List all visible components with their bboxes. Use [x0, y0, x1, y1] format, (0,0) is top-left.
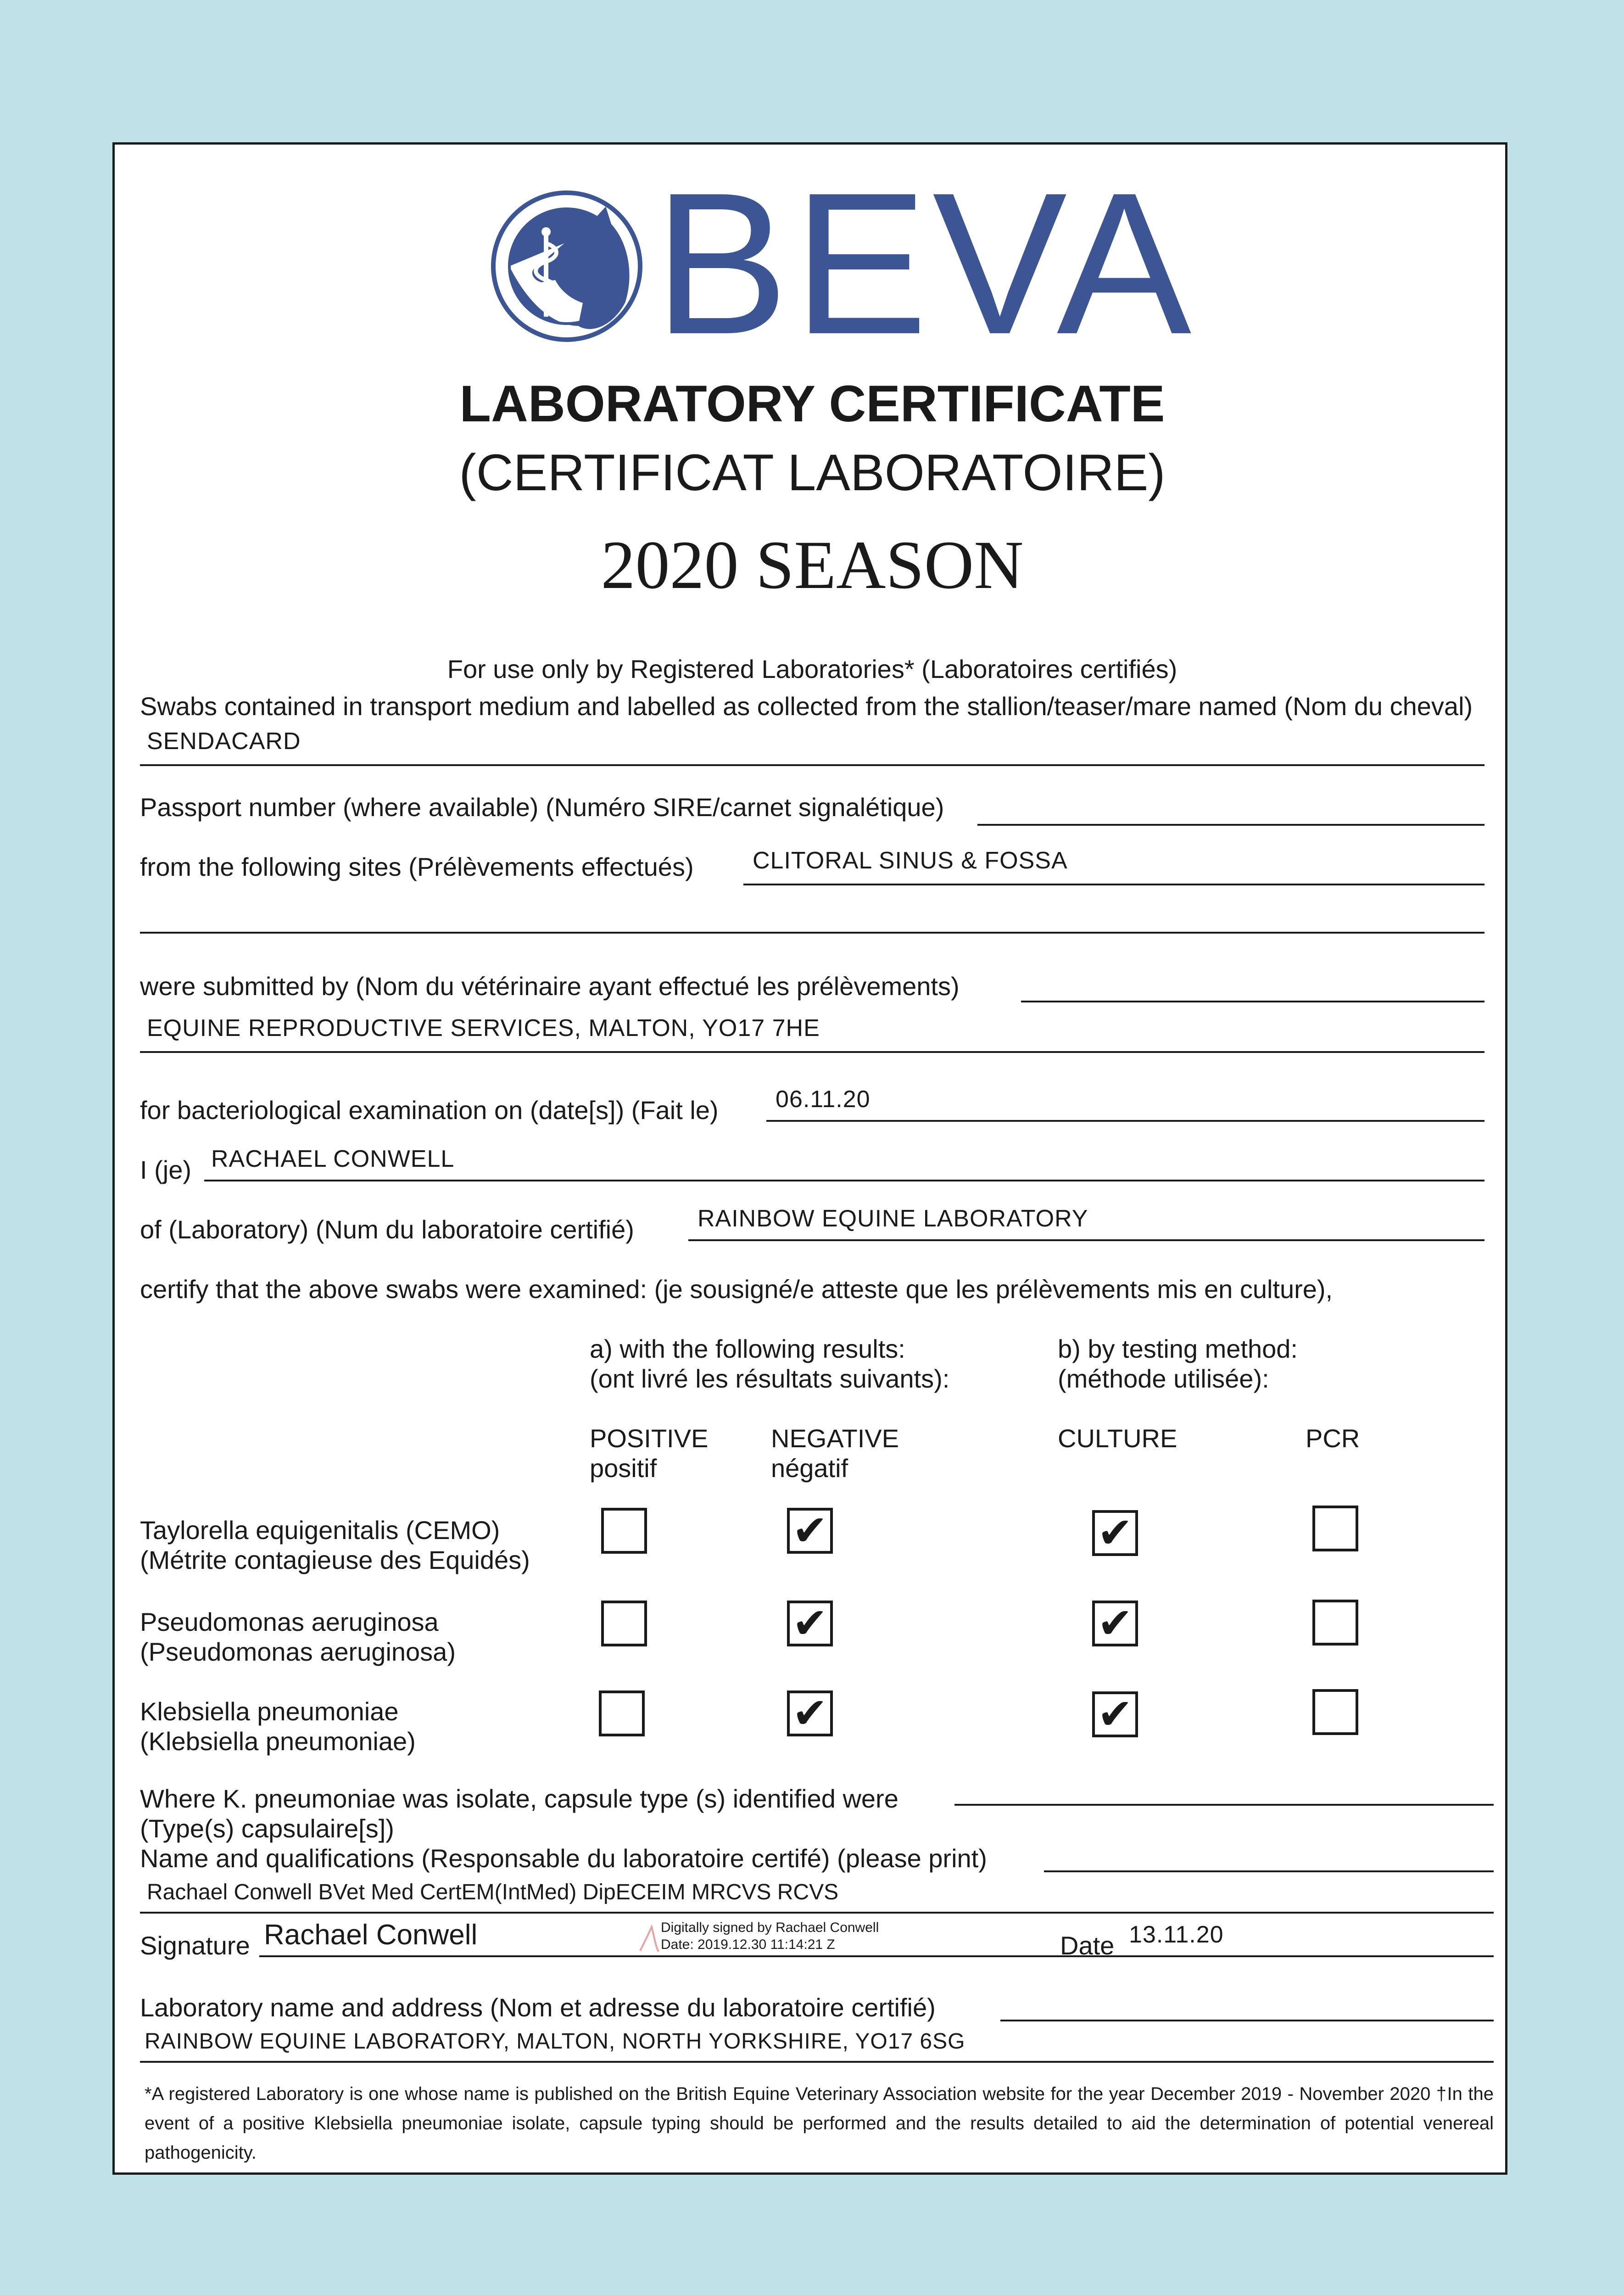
exam-date-value: 06.11.20: [776, 1086, 871, 1113]
certificate-title: LABORATORY CERTIFICATE: [459, 375, 1165, 432]
date-value: 13.11.20: [1129, 1921, 1224, 1948]
sites-line-2: [140, 932, 1484, 934]
horse-name-value: SENDACARD: [147, 728, 301, 755]
pcr-checkbox[interactable]: [1312, 1600, 1358, 1646]
capsule-type-label-fr: (Type(s) capsulaire[s]): [140, 1814, 394, 1843]
sites-value: CLITORAL SINUS & FOSSA: [753, 847, 1068, 874]
horse-name-line: [140, 764, 1484, 766]
negative-checkbox[interactable]: ✔: [787, 1690, 833, 1736]
positive-checkbox[interactable]: [599, 1690, 645, 1736]
lab-address-label: Laboratory name and address (Nom et adresse du laboratoire certifié): [140, 1993, 936, 2022]
certificate-title-fr: (CERTIFICAT LABORATOIRE): [459, 444, 1166, 501]
footnote: *A registered Laboratory is one whose name is published on the British Equine Veterinary Association website for the year December 2019 - November 2020 †In the event of a positive Klebsiella pneumoniae isolate, capsule typing should be performed and the results detailed to aid the determination of potential venereal pathogenicity.: [145, 2084, 1494, 2163]
positive-checkbox[interactable]: [601, 1601, 647, 1646]
qualifications-label: Name and qualifications (Responsable du laboratoire certifé) (please print): [140, 1844, 987, 1873]
lab-address-line-1: [1000, 2020, 1494, 2021]
signature-line: [259, 1955, 1154, 1957]
date-line: [1124, 1955, 1494, 1957]
signature-label: Signature: [140, 1931, 250, 1960]
col-positive: POSITIVE: [590, 1424, 709, 1453]
organism-name: Klebsiella pneumoniae: [140, 1697, 399, 1726]
col-culture: CULTURE: [1058, 1424, 1178, 1453]
culture-checkbox[interactable]: ✔: [1092, 1691, 1138, 1737]
qualifications-value: Rachael Conwell BVet Med CertEM(IntMed) DipECEIM MRCVS RCVS: [147, 1880, 839, 1904]
organism-name-fr: (Pseudomonas aeruginosa): [140, 1637, 456, 1666]
pcr-checkbox[interactable]: [1312, 1506, 1358, 1551]
organism-name-fr: (Klebsiella pneumoniae): [140, 1727, 416, 1756]
lab-address-line-2: [140, 2061, 1494, 2063]
laboratory-line: [688, 1239, 1484, 1241]
lab-address-value: RAINBOW EQUINE LABORATORY, MALTON, NORTH YORKSHIRE, YO17 6SG: [145, 2029, 965, 2054]
exam-date-label: for bacteriological examination on (date[s]) (Fait le): [140, 1096, 719, 1125]
pcr-checkbox[interactable]: [1312, 1689, 1358, 1735]
certifier-name-value: RACHAEL CONWELL: [211, 1146, 455, 1172]
passport-line: [977, 824, 1484, 826]
laboratory-value: RAINBOW EQUINE LABORATORY: [698, 1205, 1088, 1232]
digital-signature-line2: Date: 2019.12.30 11:14:21 Z: [661, 1937, 835, 1952]
organism-name-fr: (Métrite contagieuse des Equidés): [140, 1545, 530, 1574]
capsule-type-line: [954, 1804, 1494, 1806]
capsule-type-label: Where K. pneumoniae was isolate, capsule type (s) identified were: [140, 1784, 899, 1813]
culture-checkbox[interactable]: ✔: [1092, 1601, 1138, 1646]
submitted-by-value: EQUINE REPRODUCTIVE SERVICES, MALTON, YO17 7HE: [147, 1015, 820, 1041]
certify-text: certify that the above swabs were examined: (je sousigné/e atteste que les prélèvements mis en culture),: [140, 1275, 1333, 1304]
col-negative: NEGATIVE: [771, 1424, 899, 1453]
certifier-name-line: [204, 1180, 1484, 1181]
negative-checkbox[interactable]: ✔: [787, 1601, 833, 1646]
sites-label: from the following sites (Prélèvements effectués): [140, 852, 694, 881]
submitted-by-label: were submitted by (Nom du vétérinaire ayant effectué les prélèvements): [140, 972, 960, 1001]
method-heading-fr: (méthode utilisée):: [1058, 1364, 1269, 1393]
season-title: 2020 SEASON: [601, 527, 1024, 603]
date-label: Date: [1060, 1931, 1115, 1960]
organism-name: Pseudomonas aeruginosa: [140, 1607, 439, 1636]
method-heading: b) by testing method:: [1058, 1334, 1298, 1363]
digital-signature-mark-icon: [636, 1923, 663, 1955]
signature-value: Rachael Conwell: [264, 1919, 478, 1951]
results-heading-fr: (ont livré les résultats suivants):: [590, 1364, 950, 1393]
intro-registered-labs: For use only by Registered Laboratories* (Laboratoires certifiés): [447, 655, 1178, 683]
laboratory-label: of (Laboratory) (Num du laboratoire certifié): [140, 1215, 634, 1244]
results-heading: a) with the following results:: [590, 1334, 905, 1363]
certificate-sheet: [112, 142, 1507, 2175]
exam-date-line: [766, 1120, 1484, 1122]
culture-checkbox[interactable]: ✔: [1092, 1510, 1138, 1556]
submitted-by-line-1: [1021, 1001, 1484, 1002]
organism-name: Taylorella equigenitalis (CEMO): [140, 1516, 500, 1545]
submitted-by-line-2: [140, 1051, 1484, 1053]
col-pcr: PCR: [1306, 1424, 1360, 1453]
qualifications-line-1: [1044, 1870, 1494, 1872]
positive-checkbox[interactable]: [601, 1508, 647, 1554]
i-je-label: I (je): [140, 1155, 191, 1184]
col-negative-fr: négatif: [771, 1454, 848, 1483]
sites-line: [743, 884, 1484, 885]
negative-checkbox[interactable]: ✔: [787, 1508, 833, 1554]
intro-swabs-text: Swabs contained in transport medium and labelled as collected from the stallion/teaser/mare named (Nom du cheval): [140, 692, 1473, 721]
beva-logo-wordmark: BEVA: [654, 151, 1196, 376]
qualifications-line-2: [140, 1912, 1494, 1914]
col-positive-fr: positif: [590, 1454, 657, 1483]
beva-logo-emblem: [491, 188, 647, 344]
digital-signature-line1: Digitally signed by Rachael Conwell: [661, 1920, 879, 1935]
passport-label: Passport number (where available) (Numéro SIRE/carnet signalétique): [140, 793, 944, 822]
